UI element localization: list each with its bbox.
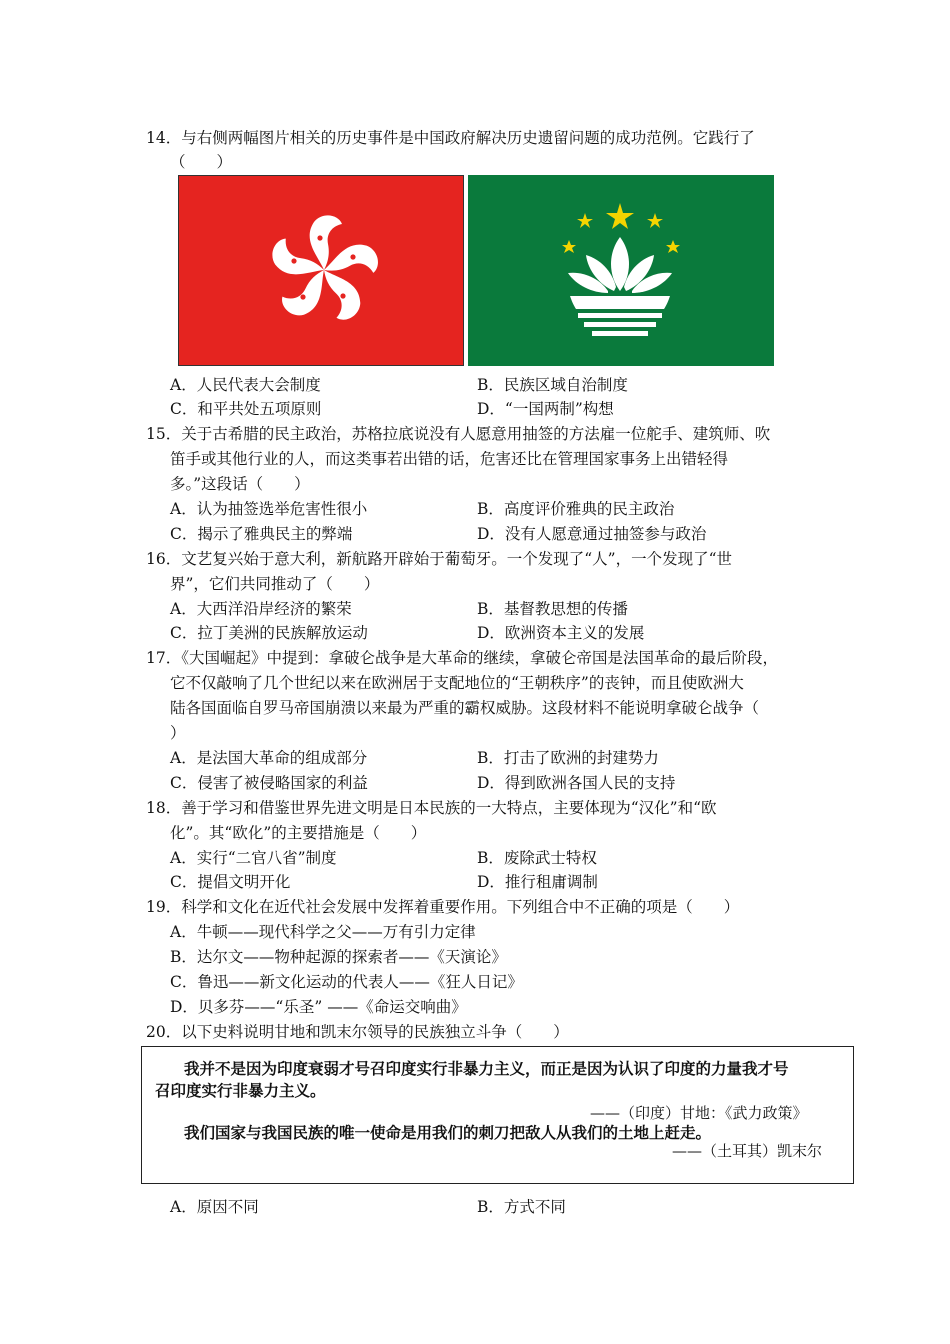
q20-option-a[interactable]: A．原因不同 [170,1198,259,1216]
q17-option-b[interactable]: B．打击了欧洲的封建势力 [477,749,659,767]
q16-option-a[interactable]: A．大西洋沿岸经济的繁荣 [170,600,352,618]
q18-option-d[interactable]: D．推行租庸调制 [477,873,598,891]
q18-option-a[interactable]: A．实行“二官八省”制度 [170,849,337,867]
q19-option-a[interactable]: A．牛顿——现代科学之父——万有引力定律 [170,923,476,941]
q16-option-c[interactable]: C．拉丁美洲的民族解放运动 [170,624,368,642]
q19-option-c[interactable]: C．鲁迅——新文化运动的代表人——《狂人日记》 [170,973,523,991]
kemal-quote: 我们国家与我国民族的唯一使命是用我们的刺刀把敌人从我们的土地上赶走。 [184,1124,712,1142]
q20-stem-line1: 20．以下史料说明甘地和凯末尔领导的民族独立斗争（ ） [146,1023,569,1041]
q17-stem-line2: 它不仅敲响了几个世纪以来在欧洲居于支配地位的“王朝秩序”的丧钟，而且使欧洲大 [170,674,744,692]
q19-option-d[interactable]: D．贝多芬——“乐圣” ——《命运交响曲》 [170,998,467,1016]
q18-stem-line2: 化”。其“欧化”的主要措施是（ ） [170,824,427,842]
q17-option-a[interactable]: A．是法国大革命的组成部分 [170,749,368,767]
q18-option-b[interactable]: B．废除武士特权 [477,849,597,867]
q17-option-d[interactable]: D．得到欧洲各国人民的支持 [477,774,676,792]
q17-stem-line3: 陆各国面临自罗马帝国崩溃以来最为严重的霸权威胁。这段材料不能说明拿破仑战争（ [170,699,760,717]
q17-option-c[interactable]: C．侵害了被侵略国家的利益 [170,774,368,792]
q14-option-c[interactable]: C．和平共处五项原则 [170,400,322,418]
q16-option-d[interactable]: D．欧洲资本主义的发展 [477,624,645,642]
q15-option-a[interactable]: A．认为抽签选举危害性很小 [170,500,368,518]
q18-stem-line1: 18．善于学习和借鉴世界先进文明是日本民族的一大特点，主要体现为“汉化”和“欧 [146,799,717,817]
macau-flag [468,175,774,366]
q14-option-a[interactable]: A．人民代表大会制度 [170,376,321,394]
gandhi-quote-line2: 召印度实行非暴力主义。 [155,1082,326,1100]
q14-stem-line2: （ ） [170,153,233,171]
q15-stem-line3: 多。”这段话（ ） [170,475,310,493]
q15-stem-line1: 15．关于古希腊的民主政治，苏格拉底说没有人愿意用抽签的方法雇一位舵手、建筑师、吹 [146,425,771,443]
q19-stem-line1: 19．科学和文化在近代社会发展中发挥着重要作用。下列组合中不正确的项是（ ） [146,898,740,916]
q17-stem-line4: ） [170,724,186,742]
gandhi-quote-line1: 我并不是因为印度衰弱才号召印度实行非暴力主义，而正是因为认识了印度的力量我才号 [184,1060,789,1078]
q16-option-b[interactable]: B．基督教思想的传播 [477,600,628,618]
q19-option-b[interactable]: B．达尔文——物种起源的探索者——《天演论》 [170,948,507,966]
q16-stem-line1: 16．文艺复兴始于意大利，新航路开辟始于葡萄牙。一个发现了“人”，一个发现了“世 [146,550,732,568]
q14-stem-line1: 14．与右侧两幅图片相关的历史事件是中国政府解决历史遗留问题的成功范例。它践行了 [146,129,755,147]
q17-stem-line1: 17．《大国崛起》中提到：拿破仑战争是大革命的继续，拿破仑帝国是法国革命的最后阶段， [146,649,778,667]
q15-option-c[interactable]: C．揭示了雅典民主的弊端 [170,525,353,543]
q16-stem-line2: 界”，它们共同推动了（ ） [170,575,380,593]
q18-option-c[interactable]: C．提倡文明开化 [170,873,291,891]
q20-option-b[interactable]: B．方式不同 [477,1198,566,1216]
q15-option-b[interactable]: B．高度评价雅典的民主政治 [477,500,675,518]
hong-kong-flag [178,175,464,366]
kemal-source: ——（土耳其）凯末尔 [672,1142,823,1160]
gandhi-source: ——（印度）甘地：《武力政策》 [590,1104,808,1122]
q15-stem-line2: 笛手或其他行业的人，而这类事若出错的话，危害还比在管理国家事务上出错轻得 [170,450,729,468]
q15-option-d[interactable]: D．没有人愿意通过抽签参与政治 [477,525,707,543]
q14-option-d[interactable]: D．“一国两制”构想 [477,400,614,418]
q14-option-b[interactable]: B．民族区域自治制度 [477,376,628,394]
